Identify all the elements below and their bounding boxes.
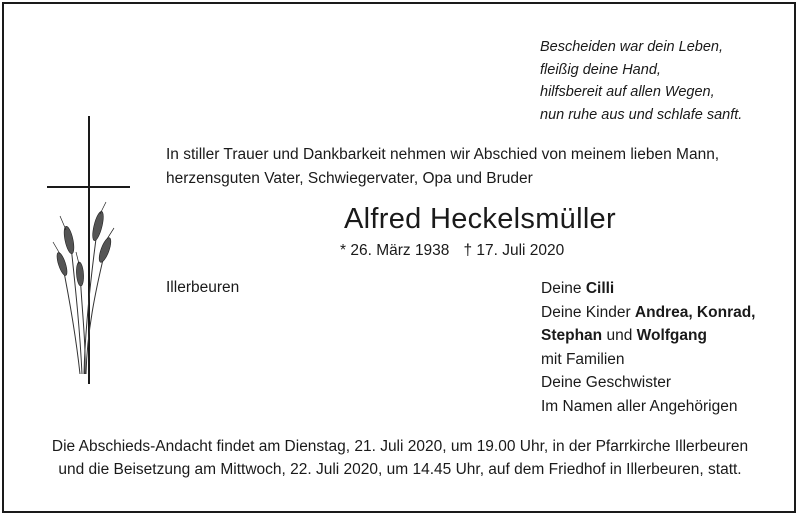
mourner-prefix: Deine — [541, 280, 586, 297]
mourner-conjunction: und — [602, 327, 637, 344]
mourner-name: Cilli — [585, 280, 615, 297]
service-line: Die Abschieds-Andacht findet am Dienstag, 21. Juli 2020, um 19.00 Uhr, in der Pfarrkirche Illerbeuren — [51, 438, 749, 455]
intro-line: herzensguten Vater, Schwiegervater, Opa und Bruder — [166, 170, 533, 187]
poem-line: hilfsbereit auf allen Wegen, — [540, 84, 715, 100]
mourner-name: Wolfgang — [636, 327, 707, 344]
mourners-list — [541, 277, 791, 418]
poem — [540, 36, 790, 126]
mourner-line — [541, 301, 791, 325]
poem-line: fleißig deine Hand, — [540, 61, 661, 78]
death-date: † 17. Juli 2020 — [463, 242, 565, 259]
mourner-name: Andrea, Konrad, — [634, 303, 756, 321]
mourner-line — [541, 324, 791, 348]
place: Illerbeuren — [166, 279, 240, 296]
poem-line: Bescheiden war dein Leben, — [540, 39, 723, 55]
birth-date: * 26. März 1938 — [340, 242, 450, 259]
intro-line: In stiller Trauer und Dankbarkeit nehmen wir Abschied von meinem lieben Mann, — [166, 146, 720, 163]
service-info — [0, 436, 800, 481]
cross-with-wheat-icon — [40, 112, 140, 392]
poem-line: nun ruhe aus und schlafe sanft. — [540, 106, 743, 123]
mourner-name: Stephan — [541, 327, 603, 344]
life-dates — [340, 240, 564, 262]
mourner-line: Deine Geschwister — [541, 374, 672, 391]
mourner-line: Im Namen aller Angehörigen — [541, 397, 738, 415]
mourner-line: mit Familien — [541, 350, 625, 368]
deceased-name: Alfred Heckelsmüller — [344, 203, 616, 235]
mourner-line — [541, 277, 791, 301]
service-line: und die Beisetzung am Mittwoch, 22. Juli 2020, um 14.45 Uhr, auf dem Friedhof in Illerbeuren, statt. — [58, 460, 742, 478]
intro-text — [166, 143, 786, 191]
mourner-prefix: Deine Kinder — [541, 303, 635, 321]
